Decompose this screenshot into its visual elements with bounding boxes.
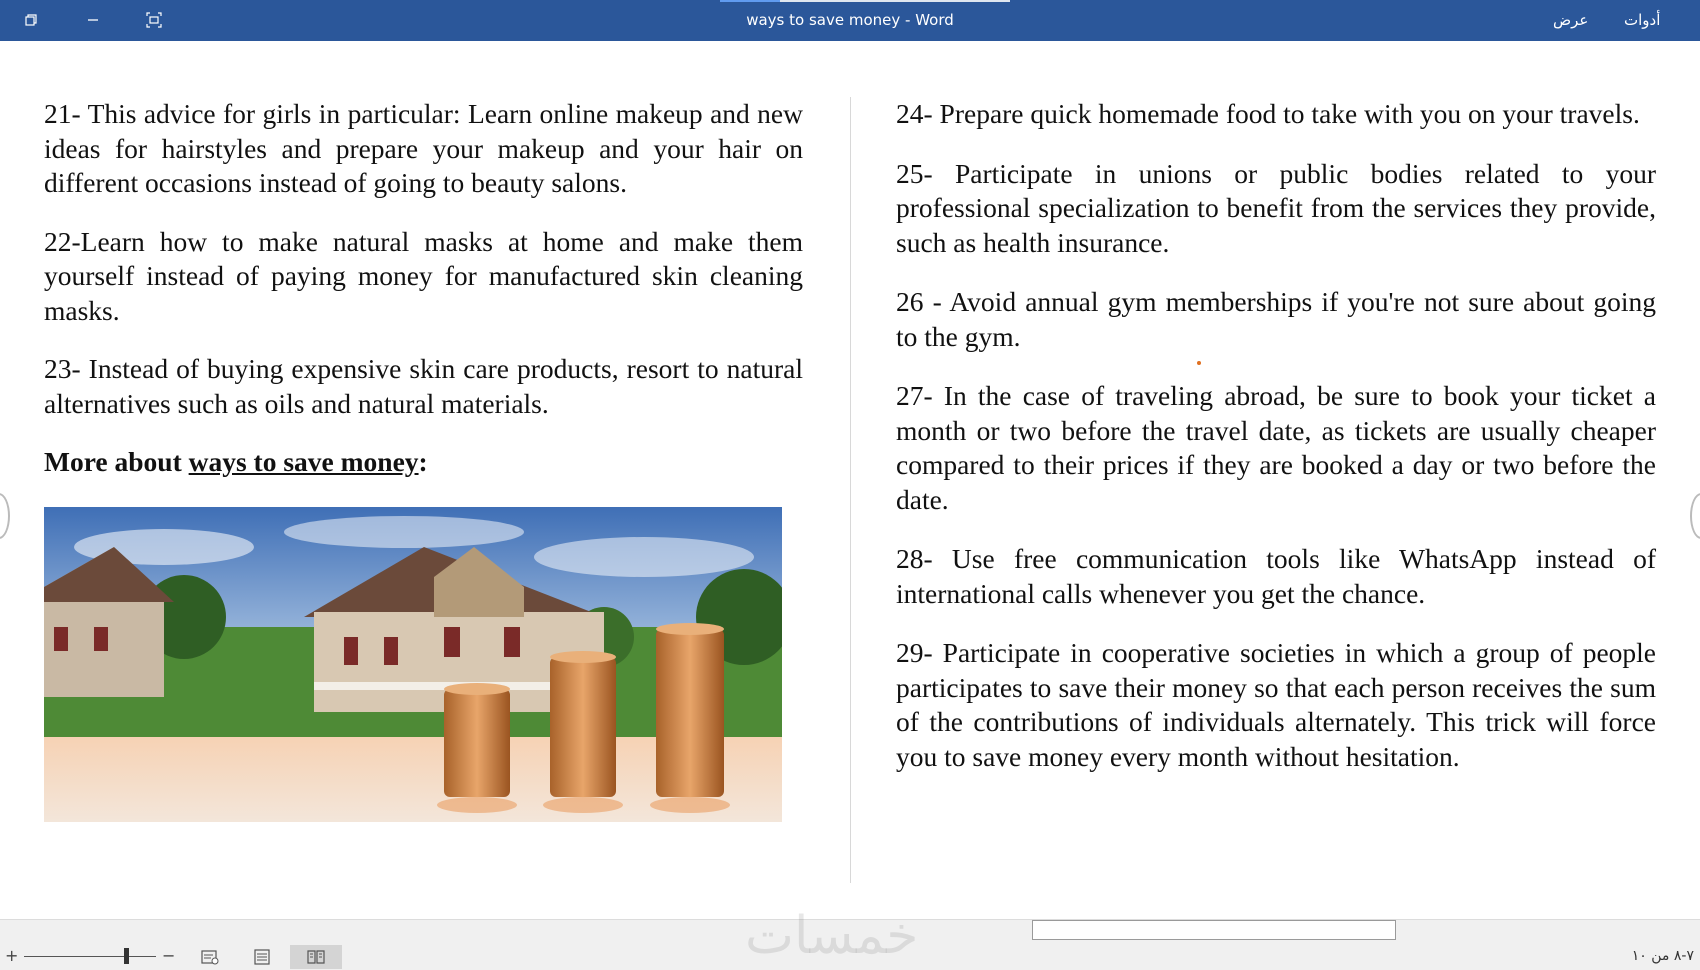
print-layout-view-icon[interactable] [247,945,277,969]
left-page-column [44,97,803,504]
watermark-logo: خمسات [745,906,919,966]
zoom-slider-track[interactable] [24,956,156,957]
loading-progress [720,0,1010,2]
paragraph-27: 27- In the case of traveling abroad, be sure to book your ticket a month or two before the travel date, as tickets are usually cheaper compared to their prices if they are booked a day or two before the date. [896,380,1656,515]
more-about-heading [44,445,803,480]
document-title: ways to save money - Word [746,11,954,29]
paragraph-21: 21- This advice for girls in particular: Learn online makeup and new ideas for hairstyles and prepare your makeup and your hair on different occasions instead of going to beauty salons. [44,98,803,198]
horizontal-scrollbar[interactable] [1032,920,1396,940]
zoom-slider-thumb[interactable] [124,948,129,964]
menu-view[interactable]: عرض [1553,11,1589,29]
next-page-arrow[interactable] [1690,493,1700,539]
zoom-out-button[interactable]: − [162,946,176,965]
read-mode-view-icon[interactable] [290,945,342,969]
ways-to-save-money-link[interactable]: ways to save money [188,446,419,477]
page-count: ٧-٨ من ١٠ [1631,948,1694,964]
paragraph-24: 24- Prepare quick homemade food to take with you on your travels. [896,98,1640,129]
paragraph-26: 26 - Avoid annual gym memberships if you're not sure about going to the gym. [896,286,1656,352]
paragraph-22: 22-Learn how to make natural masks at home and make them yourself instead of paying money for manufactured skin cleaning masks. [44,225,803,326]
page-divider [850,97,851,883]
title-bar [0,0,1700,41]
paragraph-28: 28- Use free communication tools like WhatsApp instead of international calls whenever you get the chance. [896,543,1656,609]
more-heading-prefix: More about [44,446,189,477]
zoom-in-button[interactable]: + [5,946,19,965]
document-view[interactable] [0,41,1700,919]
text-cursor-marker [1197,361,1201,365]
previous-page-arrow[interactable] [0,493,10,539]
paragraph-23: 23- Instead of buying expensive skin care products, resort to natural alternatives such as oils and natural materials. [44,353,803,419]
menu-tools[interactable]: أدوات [1624,11,1661,29]
web-layout-view-icon[interactable] [195,945,225,969]
paragraph-25: 25- Participate in unions or public bodies related to your professional specialization to benefit from the services they provide, such as health insurance. [896,157,1656,258]
paragraph-29: 29- Participate in cooperative societies in which a group of people participates to save their money so that each person receives the sum of the contributions of individuals alternately. This trick will force you to save money every month without hesitation. [896,637,1656,772]
coins-house-image [44,507,782,822]
status-bar [0,906,1700,970]
more-heading-suffix: : [418,446,428,477]
right-page-column [896,97,1656,798]
